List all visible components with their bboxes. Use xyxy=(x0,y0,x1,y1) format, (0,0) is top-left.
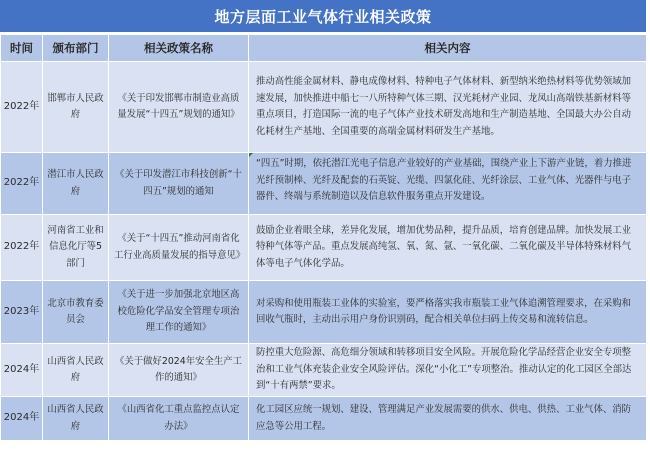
comment-marker-icon xyxy=(249,153,253,157)
cell-department: 河南省工业和信息化厅等5部门 xyxy=(43,215,109,281)
header-department: 颁布部门 xyxy=(43,35,109,62)
cell-time: 2024年 xyxy=(1,397,43,441)
header-content: 相关内容 xyxy=(249,35,647,62)
cell-content: 鼓励企业着眼全球，差异化发展，增加优势品种，提升品质，培育创建品牌。加快发展工业特种气体等产品。重点发展高纯氢、氧、氮、氩、一氧化碳、二氧化碳及半导体特殊材料气体等电子气体化学品。 xyxy=(249,215,647,281)
cell-department: 潜江市人民政府 xyxy=(43,153,109,215)
policy-table xyxy=(0,34,647,441)
cell-department: 山西省人民政府 xyxy=(43,397,109,441)
cell-time: 2022年 xyxy=(1,62,43,153)
table-row xyxy=(1,397,647,441)
cell-department: 山西省人民政府 xyxy=(43,344,109,397)
cell-time: 2024年 xyxy=(1,344,43,397)
cell-content: 推动高性能金属材料、静电成像材料、特种电子气体材料、新型纳米绝热材料等优势领域加速发展，加快推进中船七一八所特种气体三期、汉光耗材产业园、龙凤山高端铁基新材料等重点项目，打造国际一流的电子气体产业技术研发高地和生产制造基地、全国最大办公自动化耗材生产基地、全国重要的高端金属材料研发生产基地。 xyxy=(249,62,647,153)
cell-policy-name: 《关于印发潜江市科技创新“十四五”规划的通知 xyxy=(109,153,249,215)
table-row xyxy=(1,344,647,397)
cell-policy-name: 《关于印发邯郸市制造业高质量发展“十四五”规划的通知》 xyxy=(109,62,249,153)
cell-policy-name: 《关于进一步加强北京地区高校危险化学品安全管理专项治理工作的通知》 xyxy=(109,281,249,344)
cell-policy-name: 《关于做好2024年安全生产工作的通知》 xyxy=(109,344,249,397)
header-time: 时间 xyxy=(1,35,43,62)
cell-policy-name: 《山西省化工重点监控点认定办法》 xyxy=(109,397,249,441)
table-row xyxy=(1,153,647,215)
table-title: 地方层面工业气体行业相关政策 xyxy=(0,0,646,34)
cell-policy-name: 《关于“十四五”推动河南省化工行业高质量发展的指导意见》 xyxy=(109,215,249,281)
cell-content xyxy=(249,153,647,215)
cell-content: 对采购和使用瓶装工业体的实验室，要严格落实我市瓶装工业气体追溯管理要求，在采购和回收气瓶时，主动出示用户身份识别码，配合相关单位扫码上传交易和流转信息。 xyxy=(249,281,647,344)
header-policy-name: 相关政策名称 xyxy=(109,35,249,62)
cell-time: 2022年 xyxy=(1,215,43,281)
table-row xyxy=(1,281,647,344)
table-row xyxy=(1,215,647,281)
header-row xyxy=(1,35,647,62)
cell-content-text: “四五”时期，依托潜江光电子信息产业较好的产业基础，围绕产业上下游产业链，着力推进光纤预制棒、光纤及配套的石英锭、光缆、四氯化硅、光纤涂层、工业气体、光器件与电子器件、终端与系统制造以及信息软件服务重点开发建设。 xyxy=(256,158,632,202)
cell-department: 邯郸市人民政府 xyxy=(43,62,109,153)
cell-content: 化工园区应统一规划、建设、管理满足产业发展需要的供水、供电、供热、工业气体、消防应急等公用工程。 xyxy=(249,397,647,441)
cell-content: 防控重大危险源、高危细分领域和转移项目安全风险。开展危险化学品经营企业安全专项整治和工业气体充装企业安全风险评估。深化“小化工”专项整治。推动认定的化工园区全部达到“十有两禁”要求。 xyxy=(249,344,647,397)
cell-department: 北京市教育委员会 xyxy=(43,281,109,344)
cell-time: 2022年 xyxy=(1,153,43,215)
cell-time: 2023年 xyxy=(1,281,43,344)
table-row xyxy=(1,62,647,153)
